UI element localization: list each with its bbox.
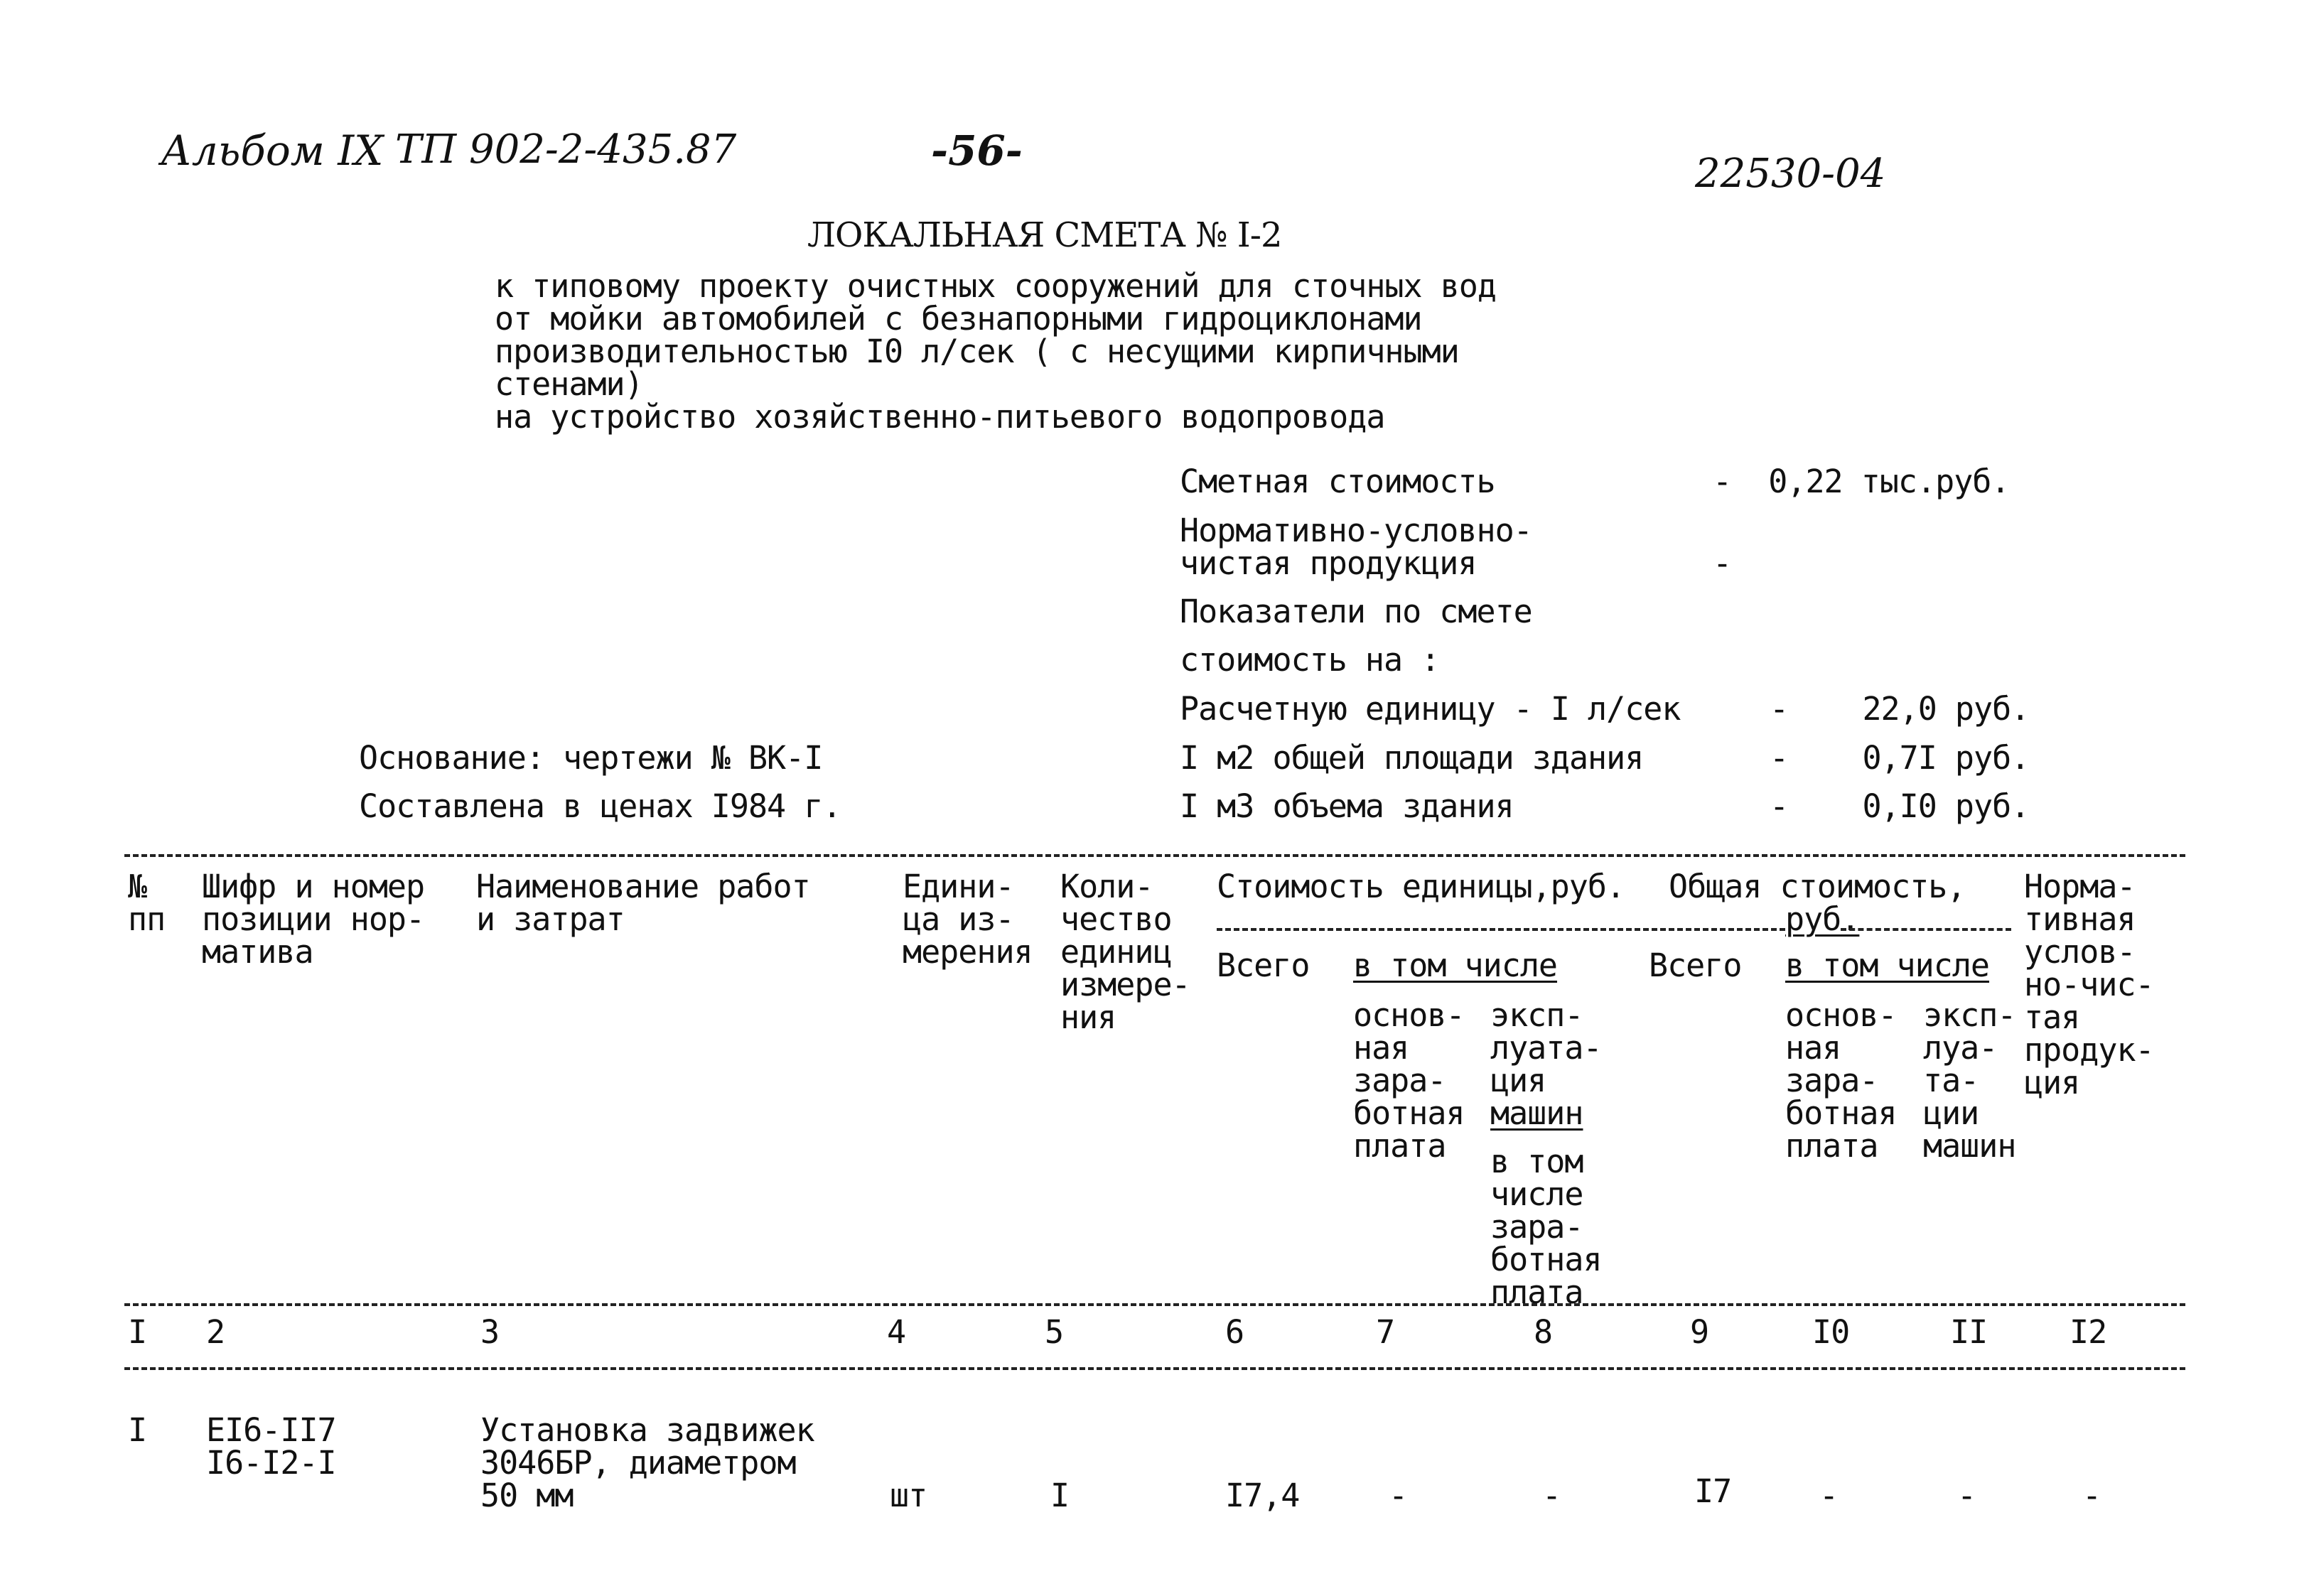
subtitle-line: стенами) xyxy=(495,365,643,403)
header-total-cost: Общая стоимость, xyxy=(1669,868,1966,905)
column-number: 4 xyxy=(887,1313,906,1351)
row-number: I xyxy=(128,1411,147,1449)
basis-text: Основание: чертежи № ВК-I xyxy=(359,739,823,777)
header-unit-machines: эксп- луата- ция xyxy=(1490,996,1602,1099)
row-unit-total: I7,4 xyxy=(1225,1477,1300,1514)
normative-label: Нормативно-условно- xyxy=(1180,512,1532,549)
header-unit: Едини- ца из- мерения xyxy=(903,868,1033,971)
column-number-rule xyxy=(124,1367,2185,1370)
row-unit: шт xyxy=(890,1477,927,1514)
cost-on-label: стоимость на : xyxy=(1180,641,1440,679)
row-unit-wage: - xyxy=(1389,1477,1408,1514)
header-total-machines: эксп- луа- та- ции машин xyxy=(1923,996,2016,1165)
page-number: -56- xyxy=(931,126,1023,175)
area-cost-label: I м2 общей площади здания xyxy=(1180,739,1644,777)
column-number: 8 xyxy=(1534,1313,1553,1351)
unit-cost-label: Расчетную единицу - I л/сек xyxy=(1180,690,1681,728)
header-unit-total: Всего xyxy=(1217,947,1310,984)
row-quantity: I xyxy=(1050,1477,1070,1514)
project-code: ТП 902-2-435.87 xyxy=(395,126,737,173)
column-number: I xyxy=(128,1313,147,1351)
volume-cost-value: - 0,I0 руб. xyxy=(1770,787,2030,825)
header-total-including: в том числе xyxy=(1785,947,1990,984)
header-subrule xyxy=(1217,928,1785,931)
header-name: Наименование работ и затрат xyxy=(476,868,810,938)
normative-label: чистая продукция xyxy=(1180,544,1477,582)
column-number: I0 xyxy=(1812,1313,1850,1351)
row-total: I7 xyxy=(1694,1472,1732,1510)
header-unit-machines-word: машин xyxy=(1490,1094,1583,1132)
area-cost-value: - 0,7I руб. xyxy=(1770,739,2030,777)
header-unit-wage: основ- ная зара- ботная плата xyxy=(1353,996,1465,1165)
indicators-label: Показатели по смете xyxy=(1180,593,1532,630)
table-top-rule xyxy=(124,854,2185,857)
prices-text: Составлена в ценах I984 г. xyxy=(359,787,841,825)
header-normative: Норма- тивная услов- но-чис- тая продук- ция xyxy=(2024,868,2154,1101)
column-number: 7 xyxy=(1376,1313,1395,1351)
header-total-wage: основ- ная зара- ботная плата xyxy=(1785,996,1897,1165)
column-number: 3 xyxy=(480,1313,500,1351)
column-number: 6 xyxy=(1225,1313,1244,1351)
column-number: 2 xyxy=(206,1313,225,1351)
subtitle-line: к типовому проекту очистных сооружений для сточных вод xyxy=(495,267,1496,305)
normative-value: - xyxy=(1713,544,1732,582)
header-unit-cost: Стоимость единицы,руб. xyxy=(1217,868,1625,905)
row-total-wage: - xyxy=(1819,1477,1839,1514)
header-unit-including: в том числе xyxy=(1353,947,1558,984)
album-label: Альбом IX xyxy=(161,126,384,175)
column-number: 5 xyxy=(1045,1313,1064,1351)
header-number: № пп xyxy=(128,868,166,938)
row-total-machines: - xyxy=(1957,1477,1976,1514)
row-name: Установка задвижек 3046БР, диаметром 50 мм xyxy=(480,1411,814,1514)
estimate-cost-label: Сметная стоимость xyxy=(1180,463,1495,500)
subtitle-line: от мойки автомобилей с безнапорными гидроциклонами xyxy=(495,300,1422,338)
row-normative: - xyxy=(2082,1477,2101,1514)
row-unit-machines: - xyxy=(1542,1477,1561,1514)
header-unit-machines-wage: в том числе зара- ботная плата xyxy=(1490,1143,1602,1311)
row-code: ЕI6-II7 I6-I2-I xyxy=(206,1411,336,1482)
document-number: 22530-04 xyxy=(1695,151,1886,197)
volume-cost-label: I м3 объема здания xyxy=(1180,787,1514,825)
header-bottom-rule xyxy=(124,1303,2185,1306)
column-number: I2 xyxy=(2070,1313,2107,1351)
column-number: 9 xyxy=(1690,1313,1709,1351)
header-total-cost-rub: руб. xyxy=(1785,900,1860,938)
unit-cost-value: - 22,0 руб. xyxy=(1770,690,2030,728)
header-subrule xyxy=(1841,928,2011,931)
column-number: II xyxy=(1950,1313,1988,1351)
estimate-cost-value: - 0,22 тыс.руб. xyxy=(1713,463,2010,500)
subtitle-line: на устройство хозяйственно-питьевого водопровода xyxy=(495,398,1385,436)
header-code: Шифр и номер позиции нор- матива xyxy=(202,868,425,971)
header-quantity: Коли- чество единиц измере- ния xyxy=(1060,868,1190,1036)
subtitle-line: производительностью I0 л/сек ( с несущими кирпичными xyxy=(495,333,1459,370)
document-title: ЛОКАЛЬНАЯ СМЕТА № I-2 xyxy=(807,215,1282,255)
header-total: Всего xyxy=(1649,947,1742,984)
